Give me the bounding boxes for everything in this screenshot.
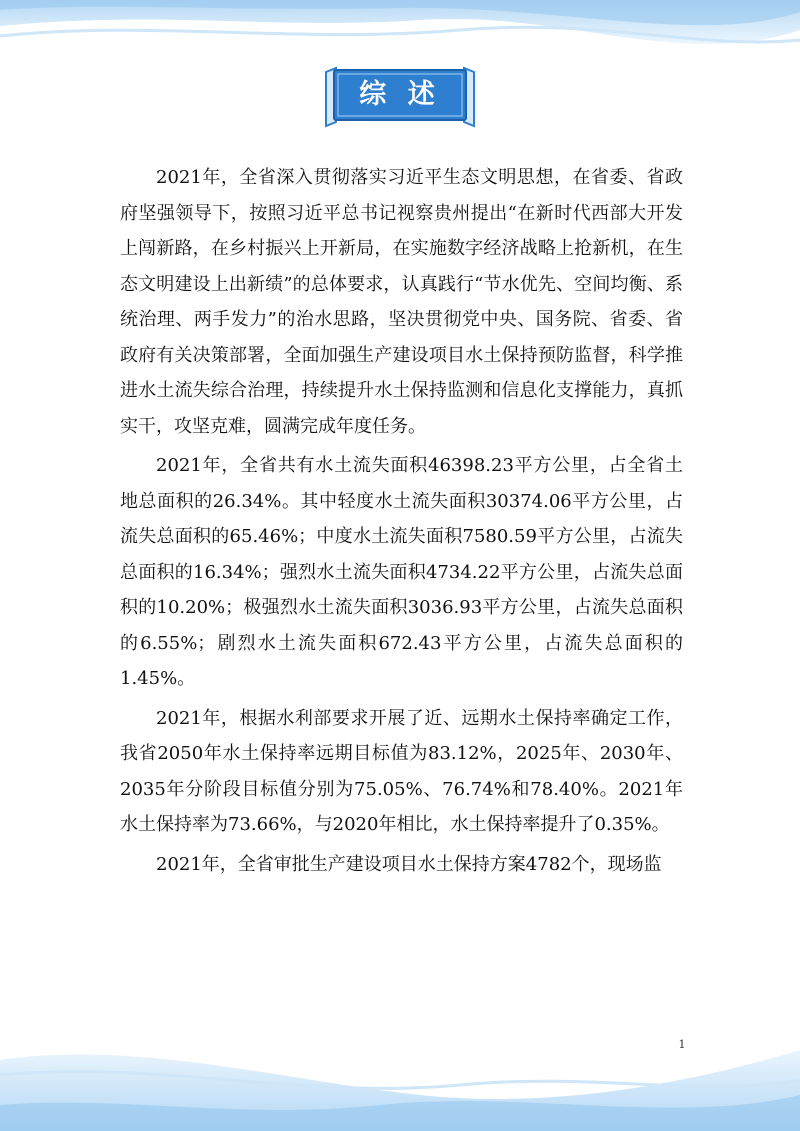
page-title: 综 述	[359, 79, 441, 110]
paragraph-conservation-rate: 2021年，根据水利部要求开展了近、远期水土保持率确定工作，我省2050年水土保持率远期目标值为83.12%，2025年、2030年、2035年分阶段目标值分别为75.05%、76.74%和78.40%。2021年水土保持率为73.66%，与2020年相比，水土保持率提升了0.35%。	[120, 707, 683, 835]
document-body	[120, 160, 683, 882]
page-number: 1	[678, 1038, 686, 1051]
paragraph-project-approval: 2021年，全省审批生产建设项目水土保持方案4782个，现场监	[156, 853, 662, 875]
paragraph-summary: 2021年，全省深入贯彻落实习近平生态文明思想，在省委、省政府坚强领导下，按照习近平总书记视察贵州提出“在新时代西部大开发上闯新路，在乡村振兴上开新局，在实施数字经济战略上抢新机，在生态文明建设上出新绩”的总体要求，认真践行“节水优先、空间均衡、系统治理、两手发力”的治水思路，坚决贯彻党中央、国务院、省委、省政府有关决策部署，全面加强生产建设项目水土保持预防监督，科学推进水土流失综合治理，持续提升水土保持监测和信息化支撑能力，真抓实干，攻坚克难，圆满完成年度任务。	[120, 167, 683, 437]
section-title-banner	[320, 64, 480, 128]
paragraph-erosion-area: 2021年，全省共有水土流失面积46398.23平方公里，占全省土地总面积的26.34%。其中轻度水土流失面积30374.06平方公里，占流失总面积的65.46%；中度水土流失面积7580.59平方公里，占流失总面积的16.34%；强烈水土流失面积4734.22平方公里，占流失总面积的10.20%；极强烈水土流失面积3036.93平方公里，占流失总面积的6.55%；剧烈水土流失面积672.43平方公里，占流失总面积的1.45%。	[120, 455, 683, 689]
